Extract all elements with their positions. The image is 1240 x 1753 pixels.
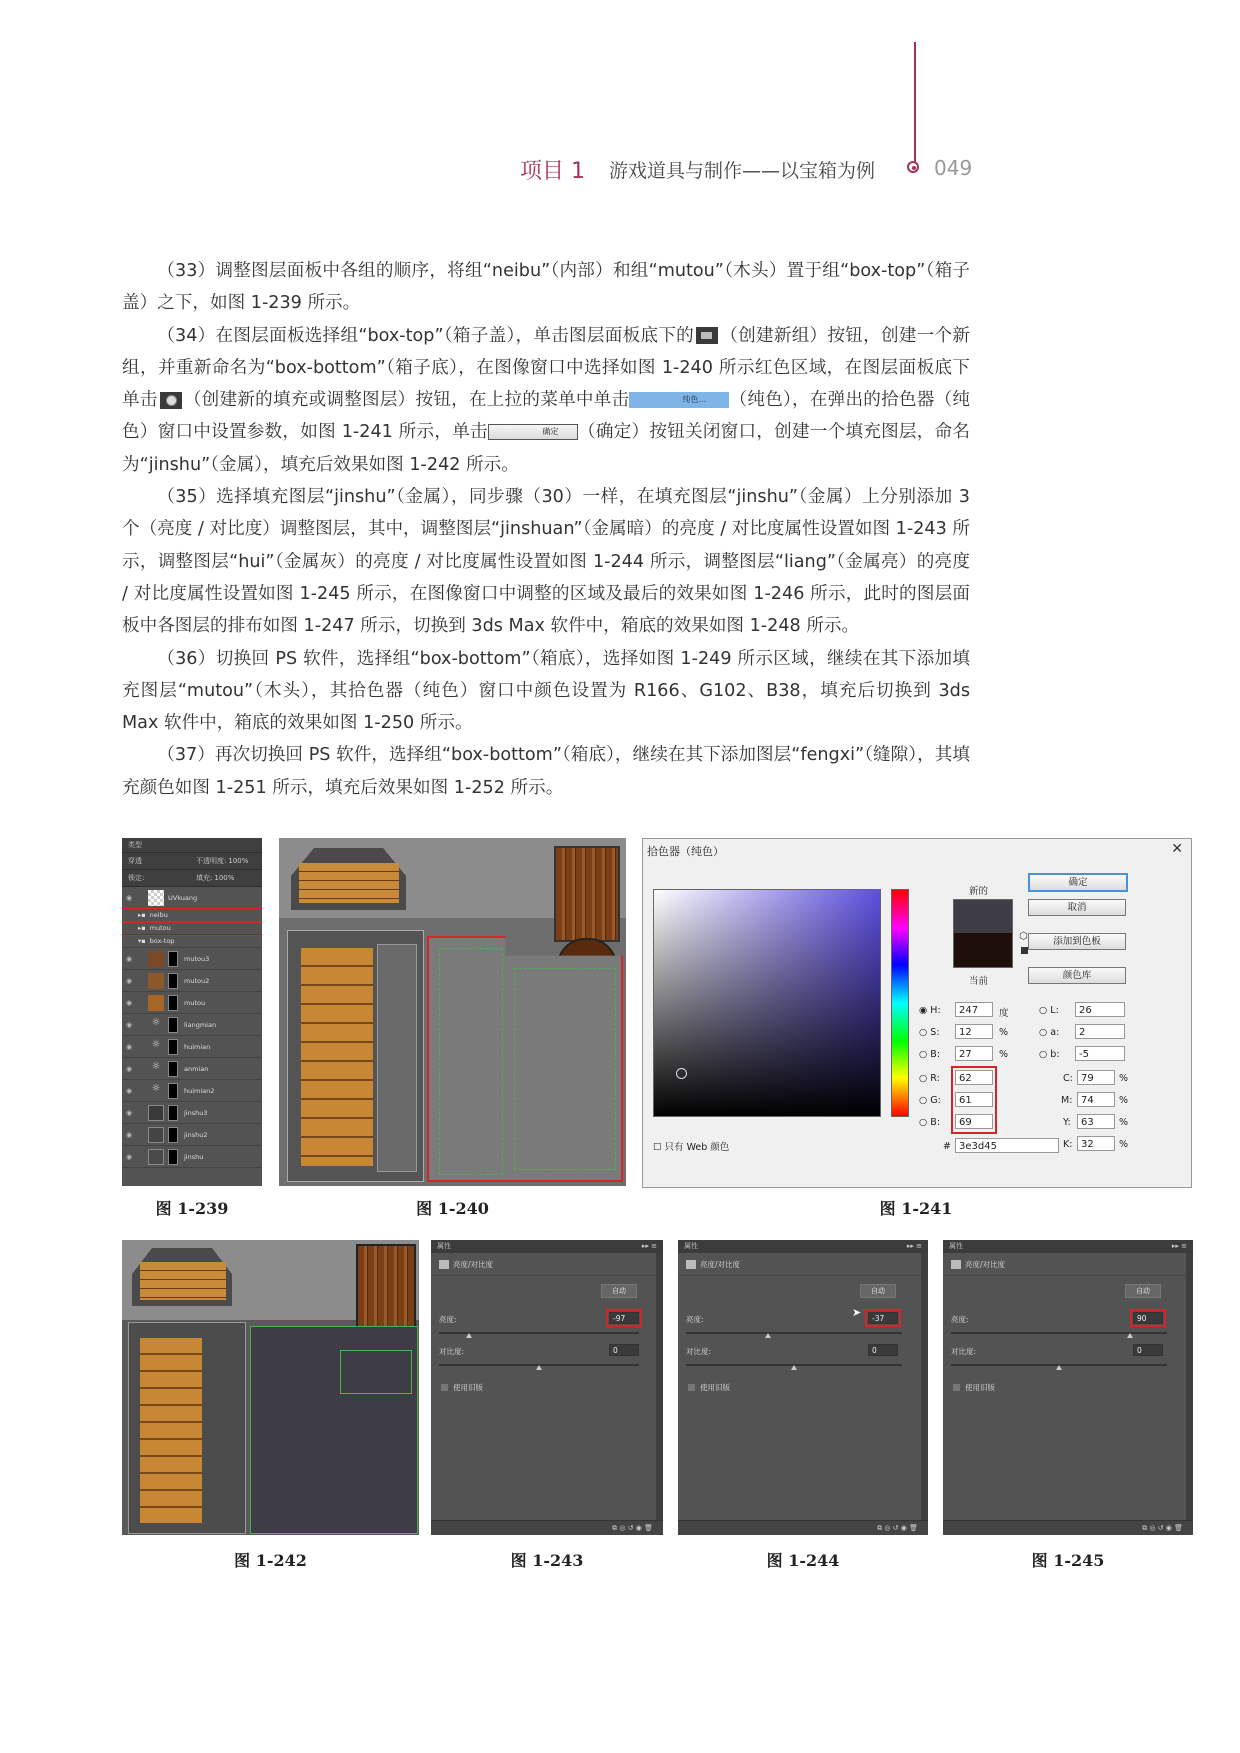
properties-title bbox=[678, 1240, 928, 1253]
color-picker-dialog bbox=[642, 838, 1192, 1188]
scrollbar[interactable] bbox=[921, 1253, 928, 1521]
project-label: 项目 1 bbox=[520, 159, 585, 184]
solid-color-menu-item: 纯色... bbox=[629, 392, 729, 408]
eye-icon[interactable]: ◉ bbox=[125, 1152, 133, 1161]
adjustment-type: 亮度/对比度 bbox=[700, 1259, 741, 1269]
panel-footer-icons[interactable]: ⧉ ◎ ↺ ◉ 🗑 bbox=[678, 1520, 928, 1535]
adjustment-header bbox=[943, 1253, 1193, 1276]
layer-row[interactable] bbox=[122, 992, 262, 1014]
auto-button[interactable]: 自动 bbox=[1125, 1284, 1161, 1298]
contrast-label: 对比度: bbox=[686, 1347, 712, 1356]
c-label: C: bbox=[1063, 1073, 1073, 1084]
p34-part: （纯色），在弹出的拾色器（纯色）窗口中设置参数，如图 1-241 所示，单击 bbox=[122, 390, 970, 443]
layer-thumbnail bbox=[148, 890, 164, 906]
brightness-knob[interactable] bbox=[466, 1333, 472, 1338]
lid-arch-wood bbox=[140, 1262, 226, 1300]
current-color-label: 当前 bbox=[969, 976, 989, 987]
legacy-checkbox[interactable] bbox=[441, 1384, 448, 1391]
layer-name: anmian bbox=[184, 1064, 209, 1073]
paragraph-33: （33）调整图层面板中各组的顺序，将组“neibu”（内部）和组“mutou”（木头）置于组“box-top”（箱子盖）之下，如图 1-239 所示。 bbox=[122, 261, 970, 314]
layer-name: mutou bbox=[184, 998, 206, 1007]
brightness-input[interactable]: 90 bbox=[1133, 1312, 1163, 1324]
layer-name: mutou2 bbox=[184, 976, 210, 985]
layer-row[interactable] bbox=[122, 948, 262, 970]
r-input[interactable]: 62 bbox=[955, 1070, 993, 1085]
adjustment-sun-icon: ☼ bbox=[151, 1082, 161, 1094]
caption-241: 图 1-241 bbox=[879, 1199, 953, 1218]
figure-uv-selection bbox=[279, 838, 626, 1186]
add-to-swatches-button[interactable]: 添加到色板 bbox=[1028, 933, 1126, 950]
c-input[interactable]: 79 bbox=[1077, 1070, 1115, 1085]
layer-row[interactable] bbox=[122, 1058, 262, 1080]
layer-thumbnail bbox=[148, 1105, 164, 1121]
properties-panel bbox=[431, 1240, 663, 1535]
b-input[interactable]: 27 bbox=[955, 1046, 993, 1061]
r-radio[interactable]: ○ R: bbox=[919, 1073, 940, 1084]
selection-inner-lines bbox=[514, 968, 616, 1170]
h-input[interactable]: 247 bbox=[955, 1002, 993, 1017]
new-color-swatch bbox=[953, 899, 1013, 934]
web-only-label: 只有 Web 颜色 bbox=[664, 1142, 730, 1153]
opacity-value[interactable]: 100% bbox=[228, 857, 249, 865]
layer-row[interactable] bbox=[122, 887, 262, 909]
blend-row bbox=[122, 853, 262, 870]
rgb-highlight bbox=[951, 1066, 997, 1134]
layer-thumbnail bbox=[148, 995, 164, 1011]
contrast-knob[interactable] bbox=[536, 1365, 542, 1370]
group-row[interactable] bbox=[122, 922, 262, 935]
caption-243: 图 1-243 bbox=[510, 1551, 584, 1570]
blue-input[interactable]: 69 bbox=[955, 1114, 993, 1129]
brightness-knob[interactable] bbox=[1127, 1333, 1133, 1338]
side-wood-panel bbox=[356, 1244, 416, 1330]
side-wood-panel bbox=[554, 846, 620, 942]
running-header bbox=[520, 154, 875, 185]
web-safe-icon bbox=[1021, 947, 1028, 954]
brightness-input[interactable]: -97 bbox=[609, 1312, 639, 1324]
legacy-label: 使用旧版 bbox=[453, 1383, 483, 1392]
front-wood bbox=[140, 1338, 202, 1523]
selection-inner-lines bbox=[439, 948, 503, 1175]
cube-icon: ⬡ bbox=[1019, 931, 1028, 942]
hash-label: # bbox=[943, 1141, 951, 1152]
brightness-label: 亮度: bbox=[951, 1315, 969, 1324]
p34-part: （34）在图层面板选择组“box-top”（箱子盖），单击图层面板底下的 bbox=[157, 325, 695, 346]
color-field-cursor-icon[interactable] bbox=[676, 1068, 687, 1079]
g-radio[interactable]: ○ G: bbox=[919, 1095, 941, 1106]
web-only-checkbox[interactable]: ☐ 只有 Web 颜色 bbox=[653, 1142, 730, 1153]
color-field[interactable] bbox=[653, 889, 881, 1117]
contrast-input[interactable]: 0 bbox=[868, 1344, 898, 1356]
color-libraries-button[interactable]: 颜色库 bbox=[1028, 967, 1126, 984]
m-input[interactable]: 74 bbox=[1077, 1092, 1115, 1107]
front-wood bbox=[301, 948, 373, 1166]
current-color-swatch[interactable] bbox=[953, 933, 1013, 968]
mask-thumbnail bbox=[168, 1039, 178, 1055]
eye-icon[interactable]: ◉ bbox=[125, 954, 133, 963]
group-name: neibu bbox=[149, 911, 168, 919]
adjustment-sun-icon: ☼ bbox=[151, 1016, 161, 1028]
h-radio[interactable]: ◉ H: bbox=[919, 1005, 941, 1016]
page-number: 049 bbox=[934, 156, 973, 180]
mask-thumbnail bbox=[168, 1105, 178, 1121]
group-row[interactable] bbox=[122, 909, 262, 922]
caption-239: 图 1-239 bbox=[155, 1199, 229, 1218]
paragraph-37: （37）再次切换回 PS 软件，选择组“box-bottom”（箱底），继续在其下添加图层“fengxi”（缝隙），其填充颜色如图 1-251 所示，填充后效果如图 1-252 所示。 bbox=[122, 745, 970, 798]
m-label: M: bbox=[1061, 1095, 1073, 1106]
brightness-highlight bbox=[865, 1309, 901, 1327]
b-unit: % bbox=[999, 1049, 1009, 1060]
layer-row[interactable] bbox=[122, 1080, 262, 1102]
hue-slider[interactable] bbox=[891, 889, 909, 1117]
header-rule bbox=[914, 42, 916, 162]
panel-title: 属性 bbox=[684, 1242, 698, 1250]
folder-icon bbox=[696, 327, 718, 344]
mask-thumbnail bbox=[168, 1061, 178, 1077]
folder-icon: ▸▪ bbox=[138, 911, 146, 919]
layer-thumbnail bbox=[148, 1127, 164, 1143]
header-bullet-icon bbox=[907, 161, 919, 173]
adjustment-header bbox=[431, 1253, 663, 1276]
eye-icon[interactable]: ◉ bbox=[125, 998, 133, 1007]
a-radio[interactable]: ○ a: bbox=[1039, 1027, 1060, 1038]
properties-title bbox=[943, 1240, 1193, 1253]
mask-thumbnail bbox=[168, 1017, 178, 1033]
figure-fill-result bbox=[122, 1240, 419, 1535]
l-radio[interactable]: ○ L: bbox=[1039, 1005, 1059, 1016]
layer-row[interactable] bbox=[122, 1124, 262, 1146]
brightness-knob[interactable] bbox=[765, 1333, 771, 1338]
brightness-label: 亮度: bbox=[686, 1315, 704, 1324]
lid-arch-wood bbox=[299, 863, 399, 903]
layer-name: jinshu bbox=[184, 1152, 204, 1161]
mask-thumbnail bbox=[168, 1127, 178, 1143]
s-input[interactable]: 12 bbox=[955, 1024, 993, 1039]
lab-b-radio[interactable]: ○ b: bbox=[1039, 1049, 1060, 1060]
layer-thumbnail bbox=[148, 973, 164, 989]
properties-panel bbox=[943, 1240, 1193, 1535]
ok-button-image: 确定 bbox=[488, 424, 578, 440]
brightness-contrast-icon bbox=[686, 1260, 696, 1269]
eye-icon[interactable]: ◉ bbox=[125, 976, 133, 985]
legacy-label: 使用旧版 bbox=[700, 1383, 730, 1392]
caption-240: 图 1-240 bbox=[416, 1199, 489, 1218]
fill-value[interactable]: 100% bbox=[214, 874, 235, 882]
blend-mode[interactable]: 穿透 bbox=[128, 857, 142, 865]
dialog-title: 拾色器（纯色） bbox=[647, 845, 724, 858]
mask-thumbnail bbox=[168, 973, 178, 989]
contrast-input[interactable]: 0 bbox=[609, 1344, 639, 1356]
panel-footer-icons[interactable]: ⧉ ◎ ↺ ◉ 🗑 bbox=[943, 1520, 1193, 1535]
contrast-label: 对比度: bbox=[439, 1347, 465, 1356]
caption-245: 图 1-245 bbox=[1031, 1551, 1105, 1570]
contrast-label: 对比度: bbox=[951, 1347, 977, 1356]
eye-icon[interactable]: ◉ bbox=[125, 1020, 133, 1029]
mask-thumbnail bbox=[168, 1083, 178, 1099]
paragraph-34 bbox=[122, 320, 970, 481]
caption-242: 图 1-242 bbox=[234, 1551, 307, 1570]
layer-row[interactable] bbox=[122, 970, 262, 992]
brightness-input[interactable]: -37 bbox=[868, 1312, 898, 1324]
layer-name: jinshu2 bbox=[184, 1130, 208, 1139]
auto-button[interactable]: 自动 bbox=[860, 1284, 896, 1298]
adjustment-type: 亮度/对比度 bbox=[453, 1259, 494, 1269]
layer-row[interactable] bbox=[122, 1102, 262, 1124]
ok-button[interactable]: 确定 bbox=[1028, 873, 1128, 892]
panel-title: 属性 bbox=[949, 1242, 963, 1250]
panel-menu-icon[interactable]: ▸▸ ≡ bbox=[906, 1242, 922, 1250]
brightness-slider[interactable] bbox=[686, 1332, 902, 1334]
l-input[interactable]: 26 bbox=[1075, 1002, 1125, 1017]
properties-panel bbox=[678, 1240, 928, 1535]
group-name: box-top bbox=[149, 937, 175, 945]
adjustment-layer-icon bbox=[160, 392, 182, 409]
y-unit: % bbox=[1119, 1117, 1129, 1128]
c-unit: % bbox=[1119, 1073, 1129, 1084]
eye-icon[interactable]: ◉ bbox=[125, 1108, 133, 1117]
panel-menu-icon[interactable]: ▸▸ ≡ bbox=[1171, 1242, 1187, 1250]
brightness-label: 亮度: bbox=[439, 1315, 457, 1324]
lab-b-input[interactable]: -5 bbox=[1075, 1046, 1125, 1061]
chapter-title: 游戏道具与制作——以宝箱为例 bbox=[609, 160, 876, 182]
legacy-checkbox[interactable] bbox=[953, 1384, 960, 1391]
lock-label: 锁定: bbox=[128, 874, 145, 882]
folder-icon: ▾▪ bbox=[138, 937, 146, 945]
p34-part: （创建新组）按钮，创建一个新组，并重新命名为“box-bottom”（箱子底），在图像窗口中选择如图 1-240 所示红色区域，在图层面板底下单击 bbox=[122, 325, 970, 411]
layer-row[interactable] bbox=[122, 1036, 262, 1058]
contrast-knob[interactable] bbox=[791, 1365, 797, 1370]
brightness-highlight bbox=[1130, 1309, 1166, 1327]
m-unit: % bbox=[1119, 1095, 1129, 1106]
eye-icon[interactable]: ◉ bbox=[125, 1130, 133, 1139]
hex-input[interactable]: 3e3d45 bbox=[955, 1138, 1059, 1153]
g-input[interactable]: 61 bbox=[955, 1092, 993, 1107]
fill-label: 填充: bbox=[196, 874, 213, 882]
s-unit: % bbox=[999, 1027, 1009, 1038]
eye-icon[interactable]: ◉ bbox=[125, 893, 133, 902]
cancel-button[interactable]: 取消 bbox=[1028, 899, 1126, 916]
s-radio[interactable]: ○ S: bbox=[919, 1027, 940, 1038]
front-side-panel bbox=[377, 944, 417, 1172]
p34-part: （创建新的填充或调整图层）按钮，在上拉的菜单中单击 bbox=[183, 390, 630, 411]
adjustment-sun-icon: ☼ bbox=[151, 1060, 161, 1072]
brightness-contrast-icon bbox=[951, 1260, 961, 1269]
paragraph-35: （35）选择填充图层“jinshu”（金属），同步骤（30）一样，在填充图层“jinshu”（金属）上分别添加 3 个（亮度 / 对比度）调整图层，其中，调整图层“jinshuan”（金属暗）的亮度 / 对比度属性设置如图 1-243 所示，调整图层“hui”（金属灰）的亮度 / 对比度属性设置如图 1-244 所示，调整图层“liang”（金属亮）的亮度 / 对比度属性设置如图 1-245 所示，在图像窗口中调整的区域及最后的效果如图 1-246 所示，此时的图层面板中各图层的排布如图 1-247 所示，切换到 3ds Max 软件中，箱底的效果如图 1-248 所示。 bbox=[122, 487, 970, 637]
layer-thumbnail bbox=[148, 1149, 164, 1165]
layer-name: liangmian bbox=[184, 1020, 217, 1029]
adjustment-type: 亮度/对比度 bbox=[965, 1259, 1006, 1269]
paragraph-36: （36）切换回 PS 软件，选择组“box-bottom”（箱底），选择如图 1-249 所示区域，继续在其下添加填充图层“mutou”（木头），其拾色器（纯色）窗口中颜色设置为 R166、G102、B38，填充后切换到 3ds Max 软件中，箱底的效果如图 1-250 所示。 bbox=[122, 648, 970, 734]
folder-icon: ▸▪ bbox=[138, 924, 146, 932]
b-radio[interactable]: ○ B: bbox=[919, 1049, 941, 1060]
eye-icon[interactable]: ◉ bbox=[125, 1064, 133, 1073]
k-input[interactable]: 32 bbox=[1077, 1136, 1115, 1151]
h-unit: 度 bbox=[999, 1008, 1009, 1019]
panel-title: 属性 bbox=[437, 1242, 451, 1250]
mask-thumbnail bbox=[168, 995, 178, 1011]
layer-name: huimian bbox=[184, 1042, 211, 1051]
panel-menu-icon[interactable]: ▸▸ ≡ bbox=[641, 1242, 657, 1250]
contrast-knob[interactable] bbox=[1056, 1365, 1062, 1370]
panel-footer-icons[interactable]: ⧉ ◎ ↺ ◉ 🗑 bbox=[431, 1520, 663, 1535]
dark-fill-detail bbox=[340, 1350, 412, 1394]
adjustment-header bbox=[678, 1253, 928, 1276]
y-label: Y: bbox=[1063, 1117, 1071, 1128]
group-row[interactable] bbox=[122, 935, 262, 948]
y-input[interactable]: 63 bbox=[1077, 1114, 1115, 1129]
mask-thumbnail bbox=[168, 951, 178, 967]
layer-thumbnail bbox=[148, 951, 164, 967]
close-icon[interactable]: ✕ bbox=[1171, 841, 1183, 857]
layer-name: UVkuang bbox=[168, 893, 198, 902]
p34-part: （确定）按钮关闭窗口，创建一个填充图层，命名为“jinshu”（金属），填充后效果如图 1-242 所示。 bbox=[122, 422, 970, 475]
properties-title bbox=[431, 1240, 663, 1253]
legacy-checkbox[interactable] bbox=[688, 1384, 695, 1391]
group-name: mutou bbox=[149, 924, 171, 932]
body-text bbox=[122, 255, 970, 804]
auto-button[interactable]: 自动 bbox=[601, 1284, 637, 1298]
contrast-input[interactable]: 0 bbox=[1133, 1344, 1163, 1356]
scrollbar[interactable] bbox=[656, 1253, 663, 1521]
eye-icon[interactable]: ◉ bbox=[125, 1086, 133, 1095]
brightness-contrast-icon bbox=[439, 1260, 449, 1269]
layer-name: jinshu3 bbox=[184, 1108, 208, 1117]
adjustment-sun-icon: ☼ bbox=[151, 1038, 161, 1050]
lock-row bbox=[122, 870, 262, 887]
a-input[interactable]: 2 bbox=[1075, 1024, 1125, 1039]
new-color-label: 新的 bbox=[969, 886, 989, 897]
eye-icon[interactable]: ◉ bbox=[125, 1042, 133, 1051]
legacy-label: 使用旧版 bbox=[965, 1383, 995, 1392]
scrollbar[interactable] bbox=[1186, 1253, 1193, 1521]
k-label: K: bbox=[1063, 1139, 1073, 1150]
layer-name: huimian2 bbox=[184, 1086, 215, 1095]
mask-thumbnail bbox=[168, 1149, 178, 1165]
layer-row[interactable] bbox=[122, 1146, 262, 1168]
layer-name: mutou3 bbox=[184, 954, 210, 963]
figure-layers-panel bbox=[122, 838, 262, 1186]
caption-244: 图 1-244 bbox=[766, 1551, 840, 1570]
layer-row[interactable] bbox=[122, 1014, 262, 1036]
mouse-cursor-icon: ➤ bbox=[852, 1306, 862, 1319]
brightness-highlight bbox=[606, 1309, 642, 1327]
layers-panel-tabs[interactable]: 类型 bbox=[122, 838, 262, 853]
opacity-label: 不透明度: bbox=[196, 857, 227, 865]
blue-radio[interactable]: ○ B: bbox=[919, 1117, 941, 1128]
k-unit: % bbox=[1119, 1139, 1129, 1150]
brightness-slider[interactable] bbox=[951, 1332, 1167, 1334]
